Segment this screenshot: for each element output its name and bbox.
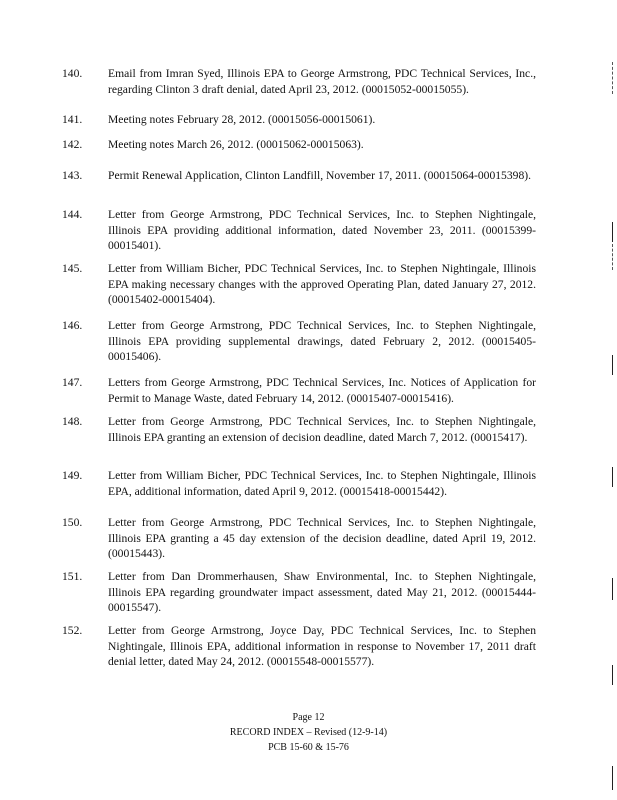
item-text: Letter from William Bicher, PDC Technical Services, Inc. to Stephen Nightingale, Illinois EPA, additional information, dated April 9, 2012. (00015418-00015442). bbox=[108, 469, 536, 498]
list-item bbox=[62, 623, 536, 670]
list-item bbox=[62, 468, 536, 499]
item-number: 150. bbox=[62, 516, 83, 529]
item-number: 142. bbox=[62, 138, 83, 151]
list-item bbox=[62, 569, 536, 616]
item-text: Letters from George Armstrong, PDC Technical Services, Inc. Notices of Application for Permit to Manage Waste, dated February 14, 2012. (00015407-00015416). bbox=[108, 376, 536, 405]
change-bar bbox=[612, 578, 613, 600]
list-item bbox=[62, 375, 536, 406]
item-text: Letter from William Bicher, PDC Technical Services, Inc. to Stephen Nightingale, Illinois EPA making necessary changes with the approved Operating Plan, dated January 27, 2012. (00015402-00015404). bbox=[108, 262, 536, 307]
item-number: 140. bbox=[62, 67, 83, 80]
list-item bbox=[62, 66, 536, 97]
item-text: Permit Renewal Application, Clinton Landfill, November 17, 2011. (00015064-00015398). bbox=[108, 169, 532, 182]
list-item bbox=[62, 414, 536, 445]
item-number: 147. bbox=[62, 376, 83, 389]
item-text: Letter from George Armstrong, PDC Technical Services, Inc. to Stephen Nightingale, Illinois EPA granting a 45 day extension of the decision deadline, dated April 19, 2012. (00015443). bbox=[108, 516, 536, 561]
change-bar bbox=[612, 62, 614, 94]
item-number: 144. bbox=[62, 208, 83, 221]
change-bar bbox=[612, 244, 614, 270]
item-number: 149. bbox=[62, 469, 83, 482]
list-item bbox=[62, 515, 536, 562]
item-text: Meeting notes February 28, 2012. (00015056-00015061). bbox=[108, 113, 376, 126]
change-bar bbox=[612, 222, 613, 242]
item-number: 146. bbox=[62, 319, 83, 332]
list-item bbox=[62, 318, 536, 365]
item-number: 151. bbox=[62, 570, 83, 583]
list-item bbox=[62, 207, 536, 254]
item-text: Letter from Dan Drommerhausen, Shaw Environmental, Inc. to Stephen Nightingale, Illinois EPA regarding groundwater impact assessment, dated May 21, 2012. (00015444-00015547). bbox=[108, 570, 536, 615]
item-number: 152. bbox=[62, 624, 83, 637]
footer-title: RECORD INDEX – Revised (12-9-14) bbox=[229, 727, 388, 738]
list-item bbox=[62, 112, 536, 128]
page-number: Page 12 bbox=[292, 712, 325, 723]
change-bar bbox=[612, 766, 613, 790]
item-text: Meeting notes March 26, 2012. (00015062-00015063). bbox=[108, 138, 364, 151]
item-number: 141. bbox=[62, 113, 83, 126]
change-bar bbox=[612, 665, 613, 685]
list-item bbox=[62, 137, 536, 153]
item-number: 145. bbox=[62, 262, 83, 275]
item-text: Letter from George Armstrong, PDC Technical Services, Inc. to Stephen Nightingale, Illinois EPA granting an extension of decision deadline, dated March 7, 2012. (00015417). bbox=[108, 415, 536, 444]
item-number: 148. bbox=[62, 415, 83, 428]
item-text: Letter from George Armstrong, Joyce Day, PDC Technical Services, Inc. to Stephen Nightingale, Illinois EPA, additional information in response to November 17, 2011 draft denial letter, dated May 24, 2012. (00015548-00015577). bbox=[108, 624, 536, 669]
page-footer bbox=[0, 710, 617, 755]
footer-case: PCB 15-60 & 15-76 bbox=[268, 742, 349, 753]
item-text: Letter from George Armstrong, PDC Technical Services, Inc. to Stephen Nightingale, Illinois EPA providing additional information, dated November 23, 2011. (00015399-00015401). bbox=[108, 208, 536, 253]
item-text: Email from Imran Syed, Illinois EPA to George Armstrong, PDC Technical Services, Inc., regarding Clinton 3 draft denial, dated April 23, 2012. (00015052-00015055). bbox=[108, 67, 536, 96]
change-bar bbox=[612, 467, 613, 487]
item-number: 143. bbox=[62, 169, 83, 182]
list-item bbox=[62, 168, 536, 184]
change-bar bbox=[612, 355, 613, 375]
item-text: Letter from George Armstrong, PDC Technical Services, Inc. to Stephen Nightingale, Illinois EPA providing supplemental drawings, dated February 2, 2012. (00015405-00015406). bbox=[108, 319, 536, 364]
list-item bbox=[62, 261, 536, 308]
